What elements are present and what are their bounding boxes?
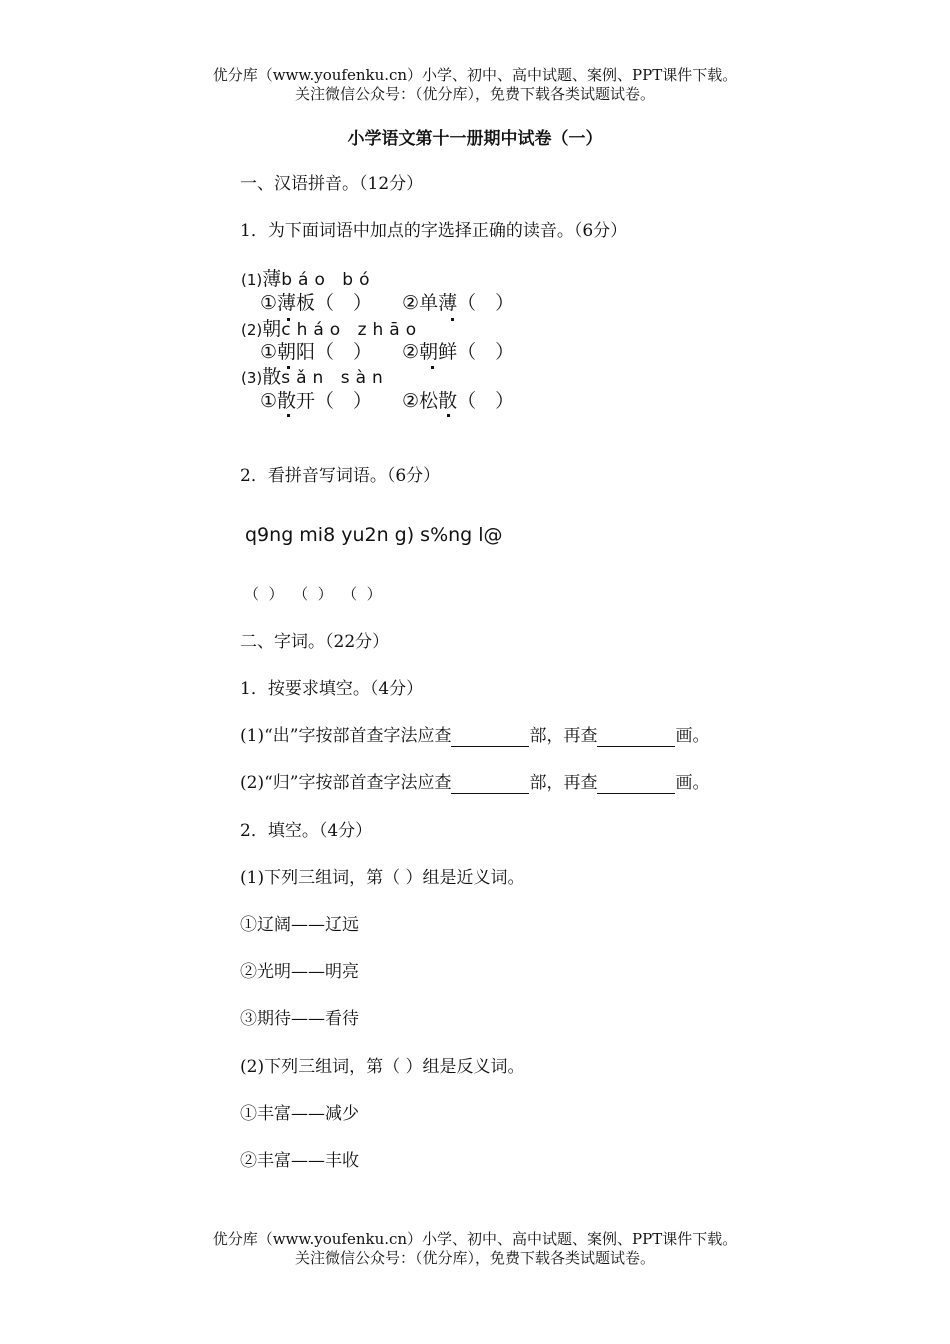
section2-question1: 1．按要求填空。（4分） (240, 679, 424, 699)
footer-line-2: 关注微信公众号：（优分库），免费下载各类试题试卷。 (294, 1249, 655, 1267)
fill-blank[interactable] (451, 775, 529, 794)
section2-heading: 二、字词。（22分） (240, 632, 390, 652)
option-line: ①辽阔——辽远 (240, 915, 359, 935)
option-line: ③期待——看待 (240, 1009, 359, 1029)
header-line-1: 优分库（www.youfenku.cn）小学、初中、高中试题、案例、PPT课件下载。 (212, 66, 738, 84)
fill-blank[interactable] (451, 728, 529, 747)
header-line-2: 关注微信公众号：（优分库），免费下载各类试题试卷。 (294, 85, 655, 103)
item1-options: ①薄板（ ） ②单薄（ ） (260, 292, 515, 314)
item3-options: ①散开（ ） ②松散（ ） (260, 390, 515, 412)
section1-question2: 2．看拼音写词语。（6分） (240, 466, 441, 486)
fill-blank[interactable] (597, 775, 675, 794)
sub-question-2: (2)下列三组词，第（ ）组是反义词。 (240, 1057, 525, 1077)
emphasis-dot (287, 414, 290, 417)
sub-question-1: (1)下列三组词，第（ ）组是近义词。 (240, 868, 525, 888)
section1-question1: 1．为下面词语中加点的字选择正确的读音。（6分） (240, 221, 628, 241)
emphasis-dot (447, 414, 450, 417)
page-title: 小学语文第十一册期中试卷（一） (347, 129, 603, 149)
emphasis-dot (451, 318, 454, 321)
item2-head: (2)朝cháo zhāo (241, 318, 423, 340)
answer-brackets: （ ） （ ） （ ） (244, 585, 382, 603)
option-line: ②光明——明亮 (240, 962, 359, 982)
fill-line-2: (2)“归”字按部首查字法应查 部，再查 画。 (240, 773, 710, 793)
section1-heading: 一、汉语拼音。（12分） (240, 174, 424, 194)
item3-head: (3)散sǎn sàn (241, 366, 389, 388)
section2-question2: 2．填空。（4分） (240, 821, 373, 841)
emphasis-dot (431, 366, 434, 369)
fill-blank[interactable] (597, 728, 675, 747)
footer-line-1: 优分库（www.youfenku.cn）小学、初中、高中试题、案例、PPT课件下载。 (212, 1230, 738, 1248)
item2-options: ①朝阳（ ） ②朝鲜（ ） (260, 341, 515, 363)
fill-line-1: (1)“出”字按部首查字法应查 部，再查 画。 (240, 726, 710, 746)
pinyin-line: q9ng mi8 yu2n g) s%ng l@ (245, 524, 503, 546)
option-line: ①丰富——减少 (240, 1104, 359, 1124)
option-line: ②丰富——丰收 (240, 1151, 359, 1171)
item1-head: (1)薄báo bó (241, 268, 376, 290)
